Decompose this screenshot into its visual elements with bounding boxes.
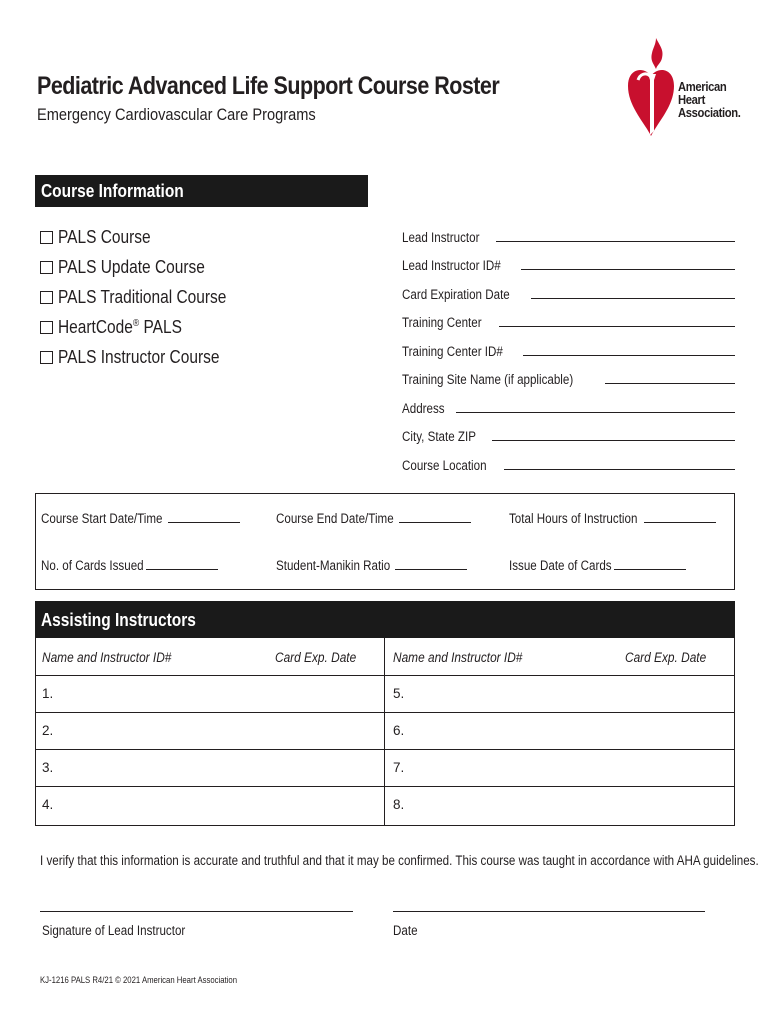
student-manikin-ratio-field[interactable]: Student-Manikin Ratio xyxy=(276,558,467,573)
page-title: Pediatric Advanced Life Support Course Roster xyxy=(37,72,500,100)
instructor-fields xyxy=(402,216,735,473)
total-hours-field[interactable]: Total Hours of Instruction xyxy=(509,511,716,526)
training-site-name-field[interactable]: Training Site Name (if applicable) xyxy=(402,359,735,388)
assisting-instructors-header: Assisting Instructors xyxy=(35,601,735,638)
lead-instructor-id-field[interactable]: Lead Instructor ID# xyxy=(402,245,735,274)
page-subtitle: Emergency Cardiovascular Care Programs xyxy=(37,105,316,124)
table-row[interactable]: 4. xyxy=(42,797,54,812)
course-option-pals[interactable]: PALS Course xyxy=(40,222,360,252)
date-label: Date xyxy=(393,923,418,938)
signature-line[interactable] xyxy=(40,911,353,912)
course-option-pals-instructor[interactable]: PALS Instructor Course xyxy=(40,342,360,372)
assisting-instructors-table xyxy=(35,638,735,826)
table-row[interactable]: 7. xyxy=(393,760,405,775)
course-dates-box xyxy=(35,493,735,590)
table-row[interactable]: 3. xyxy=(42,760,54,775)
column-header-name: Name and Instructor ID# xyxy=(42,650,172,665)
date-line[interactable] xyxy=(393,911,705,912)
city-state-zip-field[interactable]: City, State ZIP xyxy=(402,416,735,445)
address-field[interactable]: Address xyxy=(402,387,735,416)
course-option-pals-traditional[interactable]: PALS Traditional Course xyxy=(40,282,360,312)
checkbox[interactable] xyxy=(40,321,53,334)
verification-statement: I verify that this information is accurate and truthful and that it may be confirmed. This course was taught in accordance with AHA guidelines. xyxy=(40,853,759,868)
column-header-card-exp: Card Exp. Date xyxy=(275,650,357,665)
aha-logo xyxy=(626,36,741,140)
aha-wordmark: American Heart Association. xyxy=(678,80,741,120)
course-start-field[interactable]: Course Start Date/Time xyxy=(41,511,240,526)
column-header-card-exp: Card Exp. Date xyxy=(625,650,707,665)
column-header-name: Name and Instructor ID# xyxy=(393,650,523,665)
course-option-pals-update[interactable]: PALS Update Course xyxy=(40,252,360,282)
checkbox[interactable] xyxy=(40,291,53,304)
training-center-id-field[interactable]: Training Center ID# xyxy=(402,330,735,359)
checkbox[interactable] xyxy=(40,231,53,244)
card-expiration-date-field[interactable]: Card Expiration Date xyxy=(402,273,735,302)
training-center-field[interactable]: Training Center xyxy=(402,302,735,331)
course-end-field[interactable]: Course End Date/Time xyxy=(276,511,471,526)
checkbox[interactable] xyxy=(40,351,53,364)
footer-text: KJ-1216 PALS R4/21 © 2021 American Heart Association xyxy=(40,975,238,985)
table-row[interactable]: 8. xyxy=(393,797,405,812)
table-row[interactable]: 5. xyxy=(393,686,405,701)
signature-label: Signature of Lead Instructor xyxy=(42,923,186,938)
issue-date-field[interactable]: Issue Date of Cards xyxy=(509,558,686,573)
table-row[interactable]: 6. xyxy=(393,723,405,738)
checkbox[interactable] xyxy=(40,261,53,274)
course-type-list xyxy=(40,222,360,372)
cards-issued-field[interactable]: No. of Cards Issued xyxy=(41,558,218,573)
heart-torch-icon xyxy=(626,36,676,140)
course-location-field[interactable]: Course Location xyxy=(402,444,735,473)
table-row[interactable]: 2. xyxy=(42,723,54,738)
course-information-header: Course Information xyxy=(35,175,368,207)
lead-instructor-field[interactable]: Lead Instructor xyxy=(402,216,735,245)
course-option-heartcode-pals[interactable]: HeartCode® PALS xyxy=(40,312,360,342)
table-row[interactable]: 1. xyxy=(42,686,54,701)
